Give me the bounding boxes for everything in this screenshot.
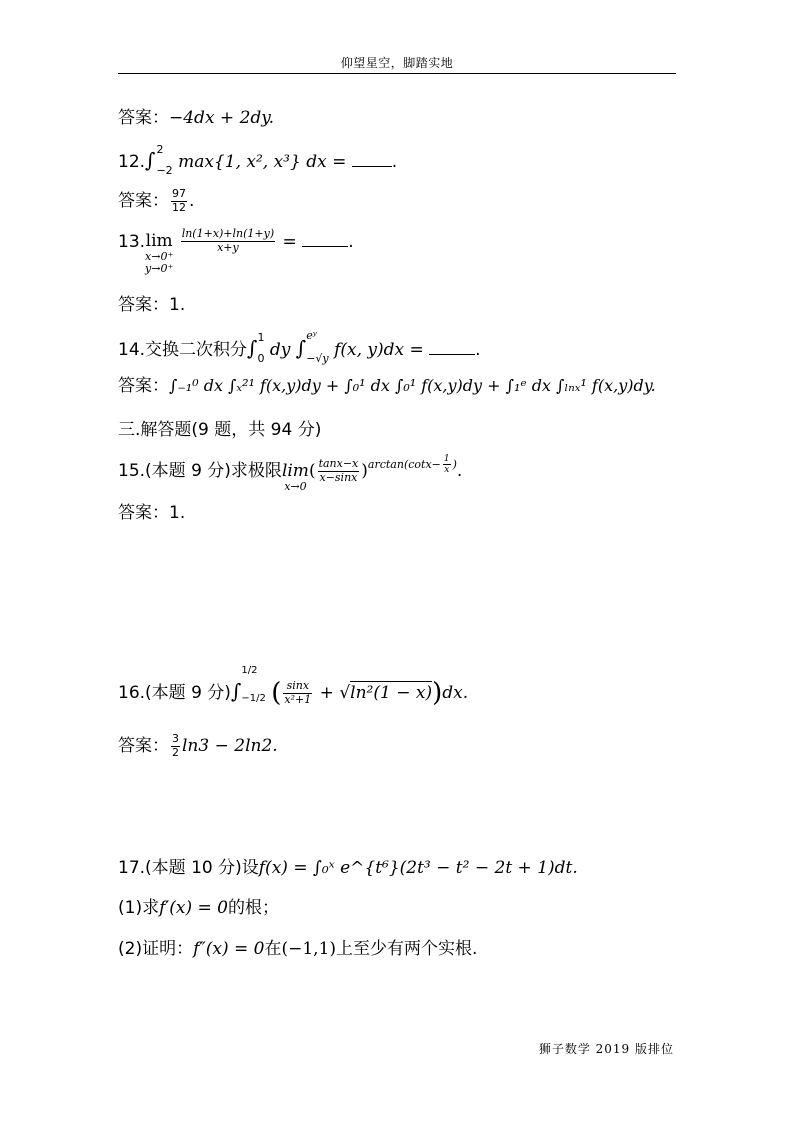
question-17 [118,860,578,877]
fraction-denominator: x−sinx [319,470,358,484]
answer-fraction [171,188,187,214]
sqrt-radicand: ln²(1 − x) [350,683,433,704]
integral-limits [306,329,329,365]
question-16: 16.(本题 9 分)∫ 1/2 −1/2 ( $\frac{\sin x}{\text{x²+1}}$ + √ln²(1 − x))dx. [118,665,469,709]
end-mark: . [456,460,463,481]
answer-label: 答案： [118,191,169,212]
fraction-denominator: 12 [172,200,186,214]
exponent-text: arctan(cotx− [367,457,441,471]
answer-fraction [171,733,180,759]
limit-condition-y: y→0⁺ [145,261,174,275]
part-tail: 的根； [227,898,279,918]
integral-sign: ∫ [295,336,307,360]
question-14 [118,329,481,365]
fraction-numerator: sinx [283,680,312,694]
fraction-denominator: x²+1 [284,692,312,706]
page-footer: 狮子数学 2019 版排位 [538,1042,674,1056]
part-expr: f′(x) = 0 [159,898,228,918]
upper-limit: eʸ [306,329,317,342]
paren-open: ( [271,678,282,709]
limit-condition: x→0 [284,479,307,493]
answer-value: 1. [169,295,186,315]
integral-sign: ∫ [230,679,242,704]
end-mark: dx. [442,683,469,704]
question-17-part-1 [118,900,279,917]
lower-limit: −1/2 [241,693,266,704]
fraction-denominator: 2 [172,745,179,759]
integral-limits [257,331,265,365]
end-mark: . [189,191,195,212]
part-text: (1)求 [118,898,160,918]
limit-condition-x: x→0⁺ [145,249,174,263]
question-text: (本题 10 分)设 [145,858,259,878]
part-expr: f″(x) = 0 [193,939,265,959]
question-expr: f(x) = ∫₀ˣ e^{t⁶}(2t³ − t² − 2t + 1)dt. [258,858,578,878]
header-rule [118,73,676,74]
lim-text: lim [145,231,173,251]
answer-label: 答案： [118,503,169,523]
integral-sign: ∫ [247,336,258,360]
question-15 [118,454,463,493]
question-expr-1: dy [269,340,291,360]
lower-limit: −√y [306,352,329,365]
paren-close: ) [361,460,368,481]
section-heading: 三.解答题(9 题，共 94 分) [118,420,322,440]
exponent-fraction [443,454,451,476]
equals-sign: = [282,232,297,252]
part-text: (2)证明： [118,939,194,959]
exp-den: x [444,465,450,476]
page-header: 仰望星空，脚踏实地 [340,56,454,70]
answer-11 [118,110,274,127]
answer-label: 答案： [118,108,169,128]
answer-label: 答案： [118,376,169,396]
part-interval: (−1,1) [281,939,337,959]
limit-operator [145,232,173,275]
answer-blank [352,152,392,167]
question-number: 17. [118,858,146,878]
answer-expr: −4dx + 2dy. [169,108,275,128]
lower-limit: −2 [156,164,173,177]
answer-15 [118,505,185,522]
question-number: 16. [118,683,146,704]
question-text: (本题 9 分)求极限 [145,460,282,481]
upper-limit: 1/2 [241,665,258,676]
upper-limit: 2 [156,143,164,156]
question-12 [118,143,398,177]
fraction-numerator: ln(1+x)+ln(1+y) [181,227,275,240]
part-tail-2: 上至少有两个实根. [336,939,478,959]
integral-limits [156,143,173,177]
question-expr-2: f(x, y)dx = [334,340,424,360]
fraction-denominator: x+y [217,240,239,254]
answer-label: 答案： [118,736,169,757]
answer-value: 1. [169,503,186,523]
limit-fraction [181,228,275,254]
answer-13 [118,297,185,314]
question-number: 12. [118,152,146,172]
lim-text: lim [281,461,309,481]
paren-open: ( [308,460,316,481]
question-number: 15. [118,460,146,481]
question-number: 14. [118,340,146,360]
limit-operator [282,462,309,493]
answer-expr: ln3 − 2ln2. [182,736,278,757]
question-17-part-2 [118,941,477,958]
upper-limit: 1 [257,331,265,344]
fraction-numerator: tanx−x [318,457,359,470]
question-text: (本题 9 分) [145,683,231,704]
limit-fraction [318,458,360,484]
integral-limits [241,665,266,704]
integral-sign: ∫ [145,148,156,172]
end-mark: . [475,340,481,360]
part-tail-1: 在 [264,939,282,959]
integrand-fraction [283,680,312,706]
paren-close: ) [432,678,443,709]
question-text: 交换二次积分 [145,340,248,360]
lower-limit: 0 [257,352,265,365]
answer-blank [302,232,348,247]
sqrt-sign: √ [339,683,351,704]
answer-12 [118,188,194,214]
end-mark: . [391,152,398,172]
question-expr: max{1, x², x³} dx = [178,152,347,172]
answer-blank [429,340,475,355]
end-mark: . [348,232,354,252]
exponent: arctan(cotx− 1 x ) [367,454,457,476]
fraction-numerator: 97 [172,187,186,200]
question-13 [118,227,354,275]
exp-num: 1 [443,454,450,464]
answer-expr: ∫₋₁⁰ dx ∫ₓ²¹ f(x,y)dy + ∫₀¹ dx ∫₀¹ f(x,y)dy + ∫₁ᵉ dx ∫ₗₙₓ¹ f(x,y)dy. [169,376,656,395]
answer-label: 答案： [118,295,169,315]
question-number: 13. [118,232,146,252]
fraction-numerator: 3 [172,732,179,745]
answer-16 [118,733,278,759]
answer-14 [118,378,656,395]
